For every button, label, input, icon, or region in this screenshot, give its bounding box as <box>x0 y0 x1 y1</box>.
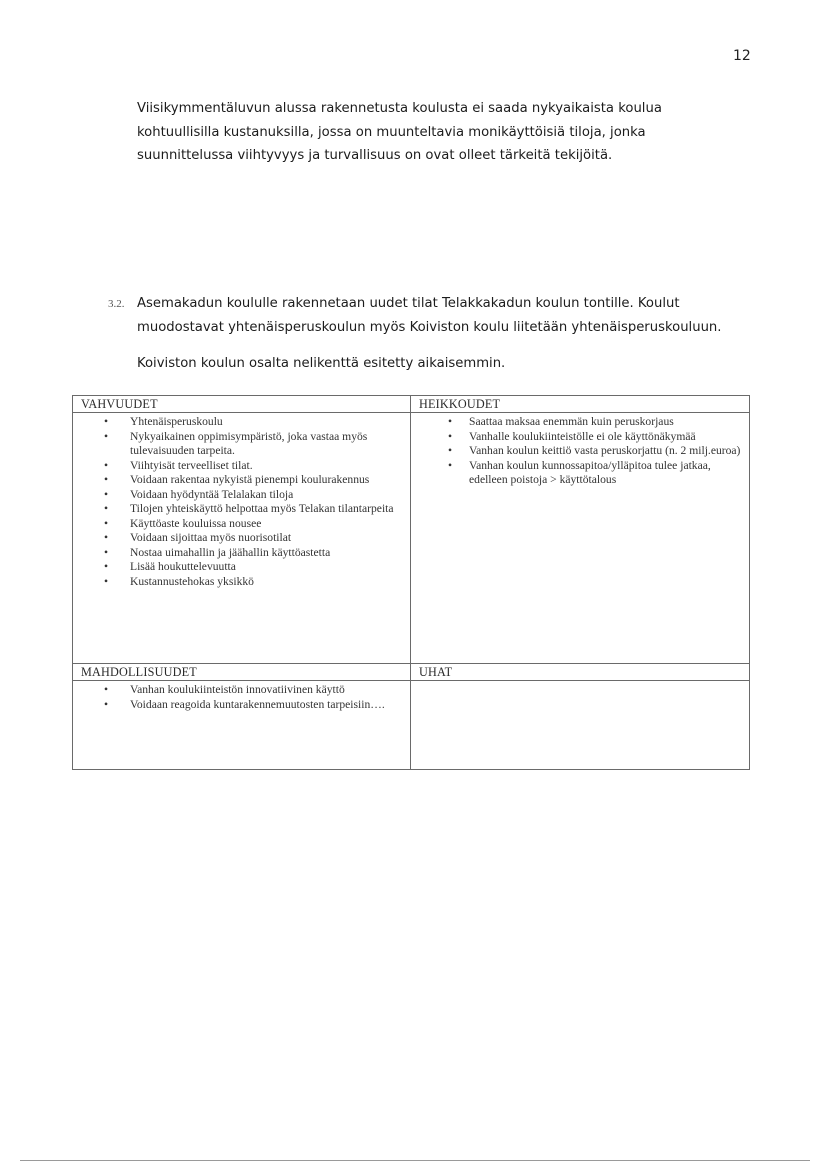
strength-item: • Voidaan sijoittaa myös nuorisotilat <box>73 531 402 546</box>
strength-item: • Käyttöaste kouluissa nousee <box>73 517 402 532</box>
strength-item: • Voidaan hyödyntää Telalakan tiloja <box>73 488 402 503</box>
section-number: 3.2. <box>108 298 125 310</box>
opportunity-item: • Vanhan koulukiinteistön innovatiivinen käyttö <box>73 683 402 698</box>
section-line: muodostavat yhtenäisperuskoulun myös Koiviston koulu liitetään yhtenäisperuskouluun. <box>137 320 722 335</box>
threats-cell <box>411 664 750 681</box>
strengths-body <box>73 413 411 664</box>
section-3-2 <box>108 292 768 376</box>
section-text: Asemakadun koululle rakennetaan uudet tilat Telakkakadun koulun tontille. Koulut <box>137 296 680 311</box>
strength-item: • Kustannustehokas yksikkö <box>73 575 402 590</box>
strengths-heading: VAHVUUDET <box>81 397 158 411</box>
weaknesses-heading: HEIKKOUDET <box>419 397 501 411</box>
strength-item: • Voidaan rakentaa nykyistä pienempi koulurakennus <box>73 473 402 488</box>
strength-item: • Yhtenäisperuskoulu <box>73 415 402 430</box>
weakness-item: • Saattaa maksaa enemmän kuin peruskorjaus <box>411 415 741 430</box>
weakness-item: • Vanhan koulun keittiö vasta peruskorjattu (n. 2 milj.euroa) <box>411 444 741 459</box>
page-number: 12 <box>733 48 751 64</box>
weakness-item: • Vanhalle koulukiinteistölle ei ole käyttönäkymää <box>411 430 741 445</box>
intro-line: Viisikymmentäluvun alussa rakennetusta koulusta ei saada nykyaikaista koulua <box>137 101 662 116</box>
weaknesses-body <box>411 413 750 664</box>
strength-item: • Tilojen yhteiskäyttö helpottaa myös Telakan tilantarpeita <box>73 502 402 517</box>
section-line <box>108 292 768 316</box>
opportunity-item: • Voidaan reagoida kuntarakennemuutosten tarpeisiin…. <box>73 698 402 713</box>
intro-line: suunnittelussa viihtyvyys ja turvallisuus on ovat olleet tärkeitä tekijöitä. <box>137 148 613 163</box>
strength-item: • Viihtyisät terveelliset tilat. <box>73 459 402 474</box>
bottom-rule <box>20 1160 810 1161</box>
opportunities-heading: MAHDOLLISUUDET <box>81 665 197 679</box>
intro-paragraph <box>137 97 757 168</box>
weaknesses-list <box>411 413 749 492</box>
weakness-item: • Vanhan koulun kunnossapitoa/ylläpitoa tulee jatkaa, edelleen poistoja > käyttötalous <box>411 459 741 488</box>
opportunities-cell <box>73 664 411 681</box>
intro-line: kohtuullisilla kustanuksilla, jossa on muunteltavia monikäyttöisiä tiloja, jonka <box>137 124 646 140</box>
strengths-list <box>73 413 410 593</box>
strength-item: • Nostaa uimahallin ja jäähallin käyttöastetta <box>73 546 402 561</box>
weaknesses-cell <box>411 396 750 413</box>
threats-heading: UHAT <box>419 665 453 679</box>
threats-body <box>411 681 750 770</box>
strength-item: • Nykyaikainen oppimisympäristö, joka vastaa myös tulevaisuuden tarpeita. <box>73 430 402 459</box>
strengths-cell <box>73 396 411 413</box>
swot-table <box>72 395 750 770</box>
strength-item: • Lisää houkuttelevuutta <box>73 560 402 575</box>
section-note: Koiviston koulun osalta nelikenttä esitetty aikaisemmin. <box>137 356 506 371</box>
opportunities-list <box>73 681 410 716</box>
opportunities-body <box>73 681 411 770</box>
